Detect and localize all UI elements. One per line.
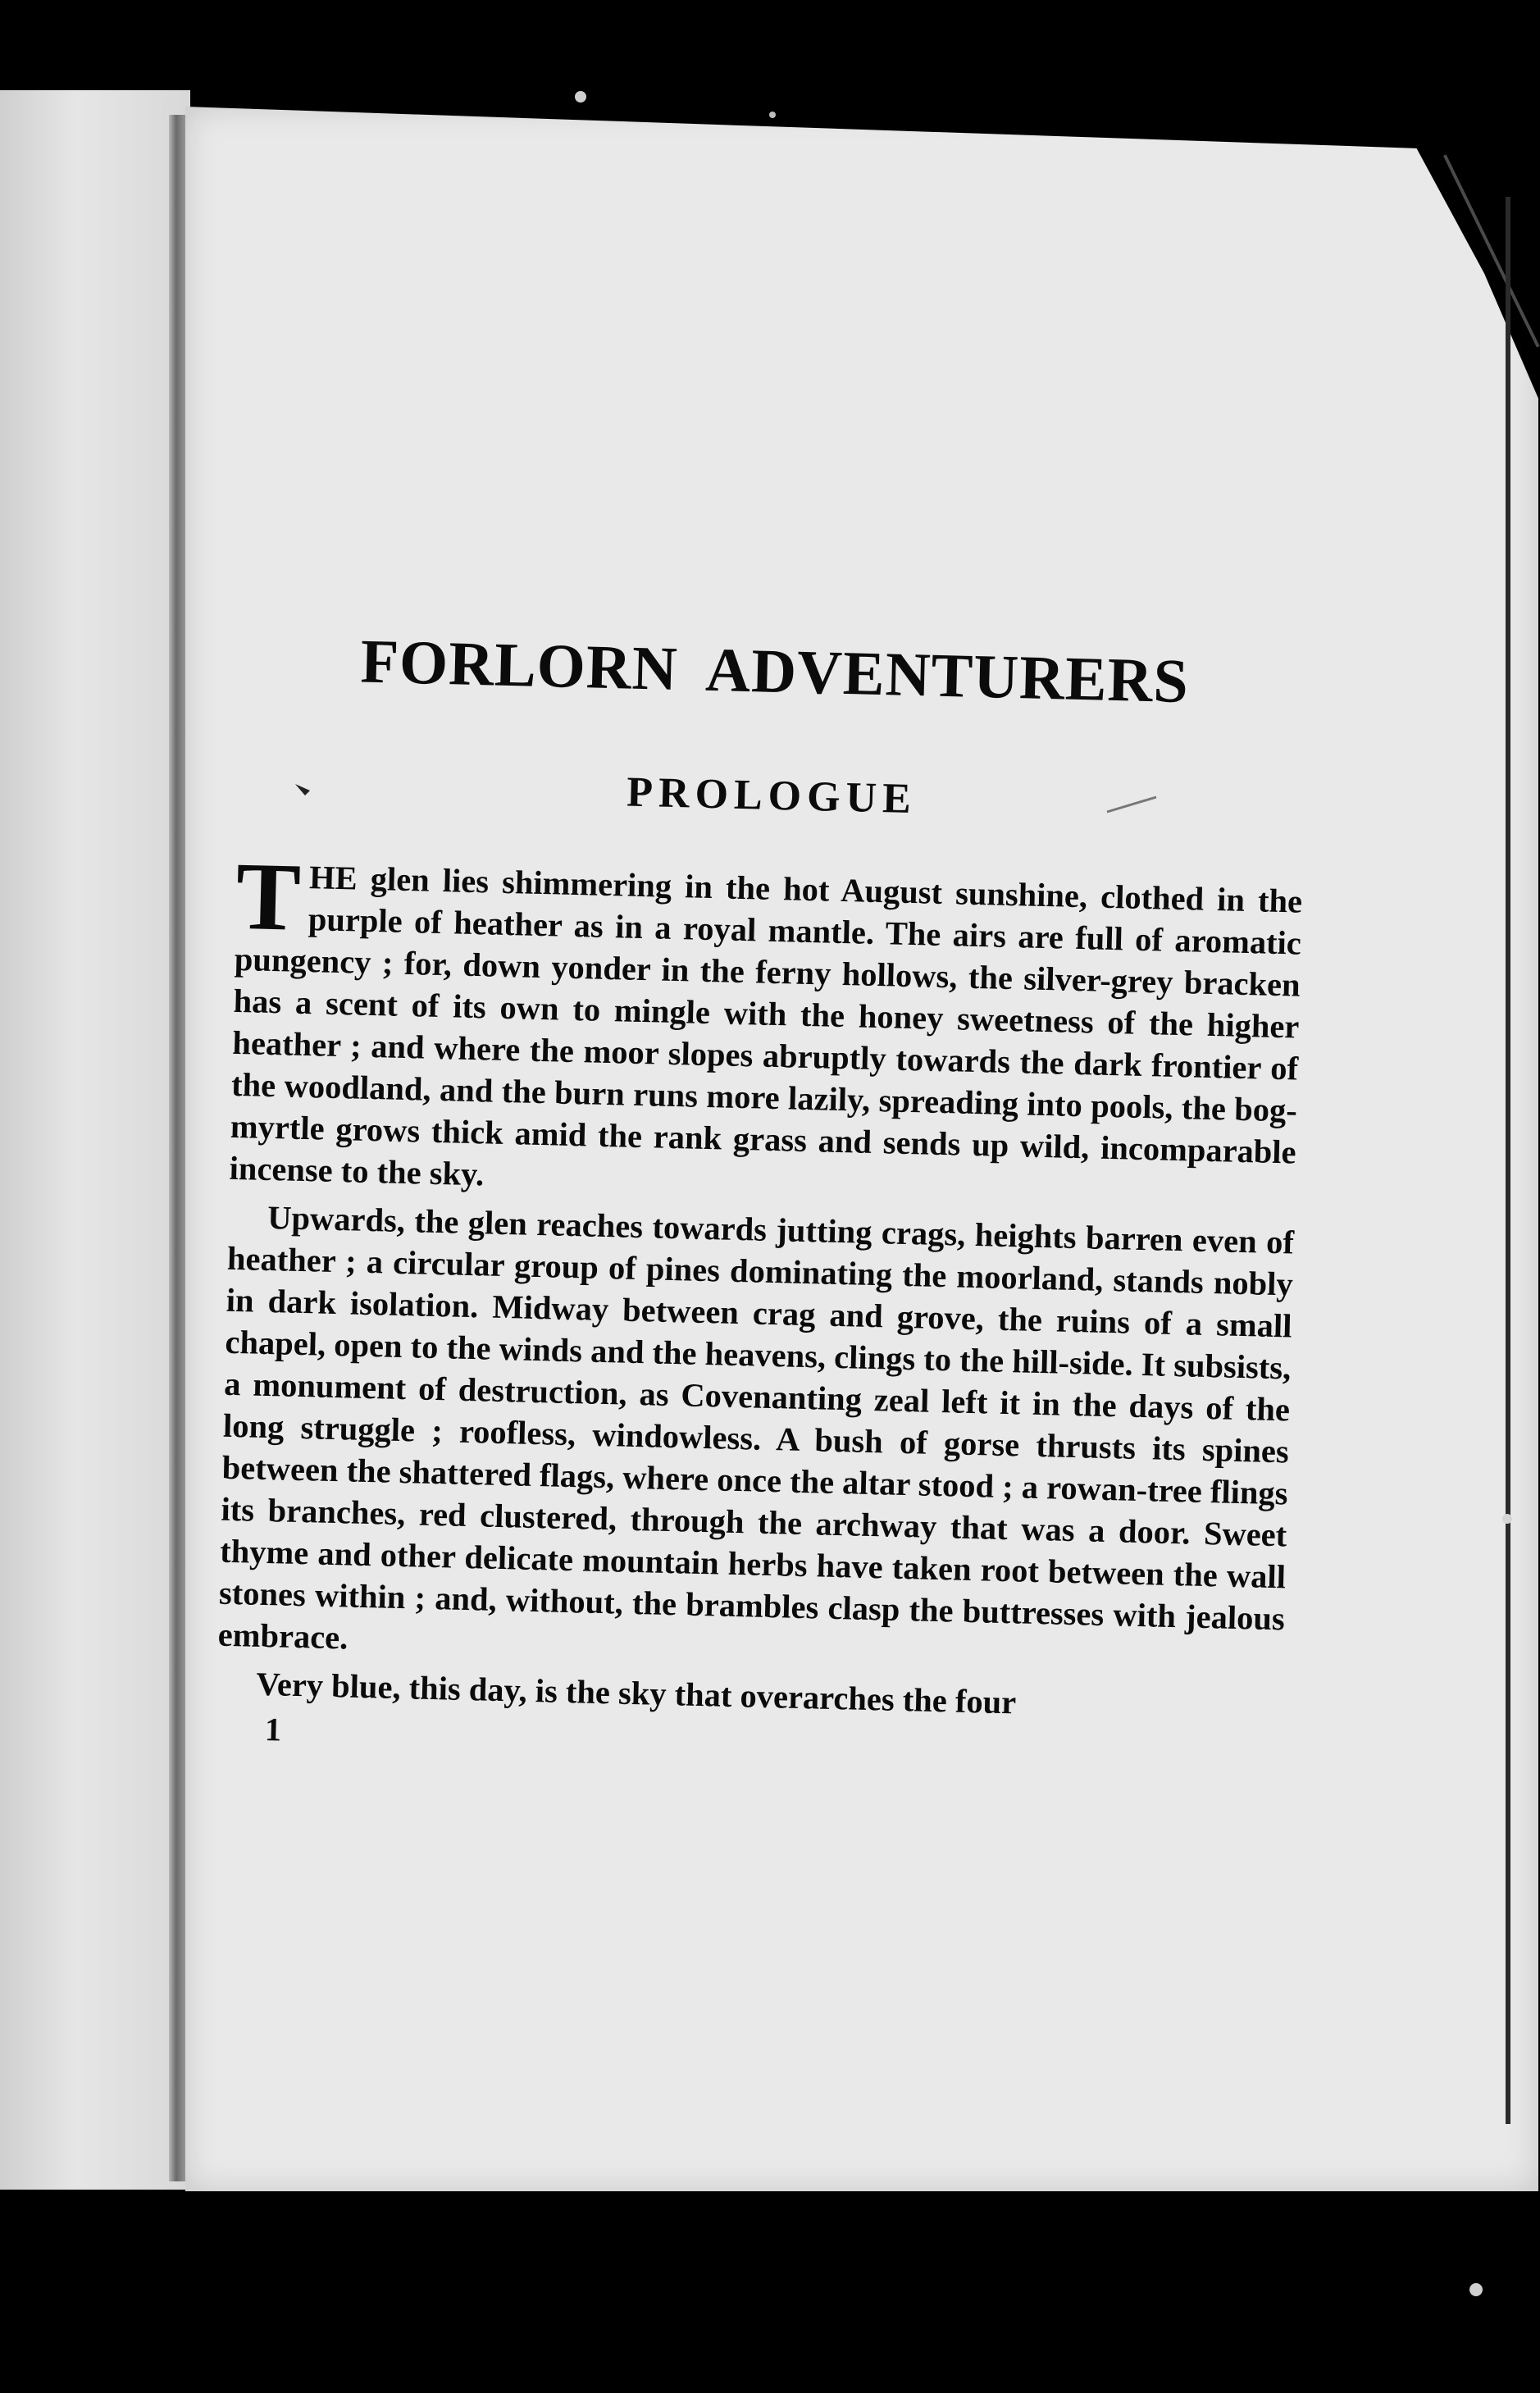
drop-cap: T xyxy=(235,841,303,951)
dust-speck xyxy=(769,112,776,118)
chapter-title: PROLOGUE xyxy=(626,768,918,823)
stray-stroke xyxy=(1107,797,1156,812)
paragraph-text: Very blue, this day, is the sky that overarches the four xyxy=(255,1665,1017,1721)
paragraph-text: Upwards, the glen reaches towards jutting crags, heights barren even of heather ; a circular group of pines dominating the moorland, stands nobly in dark isolation. Midway between crag and grove, the ruins of a small chapel, open to the winds and the heavens, clings to the hill-side. It subsists, a monument of destruction, as Covenanting zeal left it in the days of the long struggle ; roofless, windowless. A bush of gorse thrusts its spines between the shattered flags, where once the altar stood ; a rowan-tree flings its branches, red clustered, through the archway that was a door. Sweet thyme and other delicate mountain herbs have taken root between the wall stones within ; and, without, the brambles clasp the buttresses with jealous embrace. xyxy=(217,1198,1295,1657)
page-number: 1 xyxy=(264,1711,282,1748)
ink-mark xyxy=(295,784,310,795)
paragraph-text: HE glen lies shimmering in the hot August sunshine, clothed in the purple of heather as in a royal mantle. The airs are full of aromatic pungency ; for, down yonder in the ferny hollows, the silver-grey bracken has a scent of its own to mingle with the honey sweetness of the higher heather ; and where the moor slopes abruptly towards the dark frontier of the woodland, and the burn runs more lazily, spreading into pools, the bog-myrtle grows thick amid the rank grass and sends up wild, incomparable incense to the sky. xyxy=(229,859,1303,1193)
book-title: FORLORN ADVENTURERS xyxy=(359,627,1190,717)
dust-speck xyxy=(575,91,586,103)
dust-speck xyxy=(1469,2283,1483,2296)
dust-speck xyxy=(1502,1514,1512,1524)
